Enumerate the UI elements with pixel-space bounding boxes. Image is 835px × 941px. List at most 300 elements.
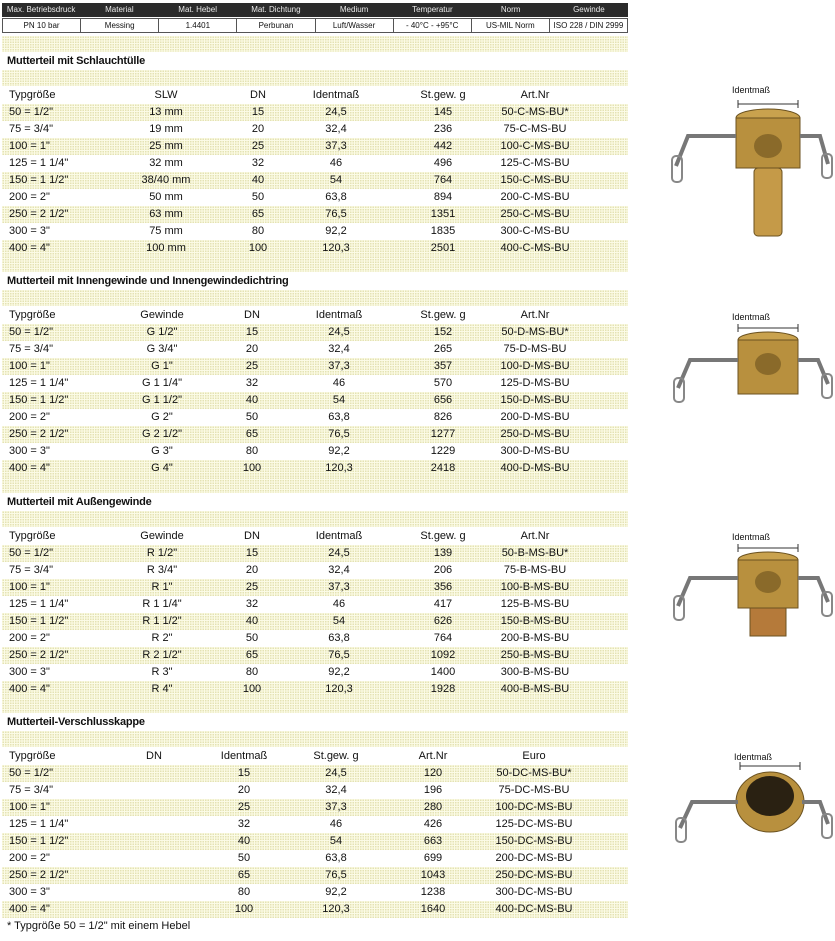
table-cell: 200 = 2" xyxy=(9,191,50,203)
table-cell: 356 xyxy=(433,581,453,593)
table-cell: 100-D-MS-BU xyxy=(500,360,570,372)
table-cell: 1400 xyxy=(430,666,456,678)
table-cell: 894 xyxy=(433,191,453,203)
table-cell: 656 xyxy=(433,394,453,406)
section-title: Mutterteil mit Schlauchtülle xyxy=(7,55,146,67)
table-cell: R 1 1/2" xyxy=(142,615,182,627)
table-row xyxy=(2,460,628,477)
table-cell: 250-DC-MS-BU xyxy=(495,869,573,881)
table-cell: 19 mm xyxy=(149,123,183,135)
table-cell: 400-DC-MS-BU xyxy=(495,903,573,915)
table-cell: 100 = 1" xyxy=(9,140,50,152)
table-cell: 46 xyxy=(332,598,346,610)
table-cell: 13 mm xyxy=(149,106,183,118)
table-row xyxy=(2,189,628,206)
table-cell: 100 = 1" xyxy=(9,581,50,593)
footnote: * Typgröße 50 = 1/2" mit einem Hebel xyxy=(7,920,191,932)
spec-value: - 40°C - +95°C xyxy=(394,19,472,32)
table-cell: 357 xyxy=(433,360,453,372)
table-row xyxy=(2,647,628,664)
table-cell: 50 = 1/2" xyxy=(9,767,53,779)
table-row xyxy=(2,579,628,596)
table-cell: 152 xyxy=(433,326,453,338)
table-cell: 80 xyxy=(251,225,265,237)
table-cell: 699 xyxy=(423,852,443,864)
table-row xyxy=(2,816,628,833)
table-cell: 265 xyxy=(433,343,453,355)
table-cell: R 2 1/2" xyxy=(142,649,182,661)
table-row xyxy=(2,850,628,867)
spec-header-bar xyxy=(2,3,628,17)
column-header: DN xyxy=(146,750,162,762)
table-cell: 37,3 xyxy=(325,801,347,813)
column-header: Identmaß xyxy=(315,309,363,321)
table-cell: 400 = 4" xyxy=(9,462,50,474)
table-cell: 54 xyxy=(329,835,343,847)
section-title: Mutterteil mit Innengewinde und Innengewindedichtring xyxy=(7,275,289,287)
table-cell: 15 xyxy=(237,767,251,779)
table-cell: 150-DC-MS-BU xyxy=(495,835,573,847)
column-header: Art.Nr xyxy=(520,309,550,321)
table-cell: 15 xyxy=(251,106,265,118)
table-cell: 63,8 xyxy=(325,191,347,203)
table-cell: 32 xyxy=(237,818,251,830)
table-cell: 1238 xyxy=(420,886,446,898)
table-cell: 75 = 3/4" xyxy=(9,343,53,355)
table-cell: R 3/4" xyxy=(146,564,178,576)
table-cell: 200-B-MS-BU xyxy=(500,632,570,644)
table-header-row xyxy=(2,748,628,765)
table-row xyxy=(2,630,628,647)
identmass-label: Identmaß xyxy=(732,532,771,542)
table-cell: 100-B-MS-BU xyxy=(500,581,570,593)
table-cell: 20 xyxy=(251,123,265,135)
spec-label: Temperatur xyxy=(412,5,453,14)
table-cell: 24,5 xyxy=(325,767,347,779)
table-cell: R 1 1/4" xyxy=(142,598,182,610)
table-cell: 50 xyxy=(245,411,259,423)
table-cell: 426 xyxy=(423,818,443,830)
table-cell: 75 mm xyxy=(149,225,183,237)
coupling-dust-cap-image xyxy=(668,762,833,852)
table-row xyxy=(2,240,628,257)
table-cell: 1835 xyxy=(430,225,456,237)
section-spacer-band xyxy=(2,511,628,527)
table-row xyxy=(2,409,628,426)
column-header: St.gew. g xyxy=(420,309,466,321)
table-cell: G 1 1/2" xyxy=(142,394,182,406)
section-title-band xyxy=(2,477,628,493)
section-spacer-band xyxy=(2,290,628,306)
table-cell: 400-C-MS-BU xyxy=(500,242,570,254)
table-cell: 25 mm xyxy=(149,140,183,152)
table-row xyxy=(2,664,628,681)
spec-value: ISO 228 / DIN 2999 xyxy=(553,21,624,30)
table-cell: 76,5 xyxy=(325,869,347,881)
table-cell: 300-B-MS-BU xyxy=(500,666,570,678)
table-cell: 1092 xyxy=(430,649,456,661)
table-cell: 63,8 xyxy=(328,632,350,644)
table-cell: 145 xyxy=(433,106,453,118)
table-cell: 50 mm xyxy=(149,191,183,203)
spec-label: Mat. Dichtung xyxy=(251,5,301,14)
table-cell: 300 = 3" xyxy=(9,666,50,678)
table-cell: 38/40 mm xyxy=(141,174,191,186)
table-cell: 125-B-MS-BU xyxy=(500,598,570,610)
table-row xyxy=(2,443,628,460)
table-cell: 75-D-MS-BU xyxy=(503,343,567,355)
table-row xyxy=(2,782,628,799)
table-cell: G 1 1/4" xyxy=(142,377,182,389)
spec-label: Medium xyxy=(339,5,369,14)
table-cell: 100 = 1" xyxy=(9,360,50,372)
table-cell: 25 xyxy=(245,360,259,372)
table-cell: 75-C-MS-BU xyxy=(503,123,567,135)
table-cell: 24,5 xyxy=(328,547,350,559)
table-cell: 15 xyxy=(245,547,259,559)
table-cell: 54 xyxy=(332,394,346,406)
column-header: Gewinde xyxy=(140,309,184,321)
table-cell: 764 xyxy=(433,174,453,186)
table-cell: 24,5 xyxy=(325,106,347,118)
table-header-row xyxy=(2,87,628,104)
table-cell: 50 = 1/2" xyxy=(9,547,53,559)
table-cell: 200 = 2" xyxy=(9,852,50,864)
table-row xyxy=(2,562,628,579)
table-cell: 300-DC-MS-BU xyxy=(495,886,573,898)
table-cell: R 3" xyxy=(151,666,173,678)
spec-value: Luft/Wasser xyxy=(316,19,394,32)
table-cell: 20 xyxy=(245,564,259,576)
table-cell: 32 mm xyxy=(149,157,183,169)
table-cell: 50-B-MS-BU* xyxy=(501,547,569,559)
column-header: Typgröße xyxy=(9,530,56,542)
table-cell: 32 xyxy=(245,377,259,389)
table-cell: 63,8 xyxy=(328,411,350,423)
table-cell: 250-D-MS-BU xyxy=(500,428,570,440)
section-title: Mutterteil-Verschlusskappe xyxy=(7,716,145,728)
table-cell: 40 xyxy=(237,835,251,847)
table-row xyxy=(2,596,628,613)
column-header: DN xyxy=(244,530,260,542)
table-cell: 417 xyxy=(433,598,453,610)
coupling-male-thread-image xyxy=(668,542,833,642)
table-cell: 200-DC-MS-BU xyxy=(495,852,573,864)
table-cell: 300-D-MS-BU xyxy=(500,445,570,457)
table-cell: 75-B-MS-BU xyxy=(503,564,567,576)
column-header: St.gew. g xyxy=(420,89,466,101)
table-cell: 125-D-MS-BU xyxy=(500,377,570,389)
coupling-female-thread-image xyxy=(668,322,833,412)
table-cell: 1928 xyxy=(430,683,456,695)
table-cell: 75-DC-MS-BU xyxy=(498,784,570,796)
table-cell: 50-C-MS-BU* xyxy=(501,106,569,118)
identmass-label: Identmaß xyxy=(734,752,773,762)
table-row xyxy=(2,375,628,392)
column-header: Art.Nr xyxy=(520,89,550,101)
table-cell: 150 = 1 1/2" xyxy=(9,615,69,627)
table-cell: 300 = 3" xyxy=(9,225,50,237)
table-cell: 200 = 2" xyxy=(9,411,50,423)
spec-label: Mat. Hebel xyxy=(178,5,217,14)
table-cell: 125 = 1 1/4" xyxy=(9,157,69,169)
table-cell: 54 xyxy=(329,174,343,186)
table-cell: 76,5 xyxy=(328,649,350,661)
column-header: DN xyxy=(244,309,260,321)
table-cell: 200-D-MS-BU xyxy=(500,411,570,423)
table-cell: 32 xyxy=(251,157,265,169)
table-cell: 250-C-MS-BU xyxy=(500,208,570,220)
table-cell: 40 xyxy=(245,615,259,627)
column-header: Identmaß xyxy=(312,89,360,101)
spec-label: Norm xyxy=(500,5,521,14)
table-cell: R 1" xyxy=(151,581,173,593)
table-cell: 65 xyxy=(237,869,251,881)
table-cell: 32,4 xyxy=(328,343,350,355)
table-cell: 40 xyxy=(251,174,265,186)
spec-value: US-MIL Norm xyxy=(472,19,550,32)
table-cell: 75 = 3/4" xyxy=(9,123,53,135)
table-cell: 100 xyxy=(234,903,254,915)
table-cell: G 2 1/2" xyxy=(142,428,182,440)
section-title-band xyxy=(2,36,628,52)
table-cell: 50-DC-MS-BU* xyxy=(496,767,572,779)
table-cell: G 4" xyxy=(151,462,173,474)
column-header: Gewinde xyxy=(140,530,184,542)
table-cell: 663 xyxy=(423,835,443,847)
table-cell: 250 = 2 1/2" xyxy=(9,428,69,440)
table-cell: 250-B-MS-BU xyxy=(500,649,570,661)
table-cell: R 1/2" xyxy=(146,547,178,559)
table-cell: 120,3 xyxy=(322,242,350,254)
coupling-hose-tail-image xyxy=(668,96,833,246)
table-cell: 300 = 3" xyxy=(9,445,50,457)
table-cell: G 1" xyxy=(151,360,173,372)
table-row xyxy=(2,172,628,189)
table-cell: 125 = 1 1/4" xyxy=(9,818,69,830)
column-header: Typgröße xyxy=(9,309,56,321)
table-cell: 20 xyxy=(245,343,259,355)
section-title: Mutterteil mit Außengewinde xyxy=(7,496,152,508)
table-cell: 125 = 1 1/4" xyxy=(9,598,69,610)
column-header: Identmaß xyxy=(315,530,363,542)
section-title-band xyxy=(2,697,628,713)
table-cell: 63,8 xyxy=(325,852,347,864)
table-cell: 236 xyxy=(433,123,453,135)
table-cell: 50 xyxy=(245,632,259,644)
table-cell: 442 xyxy=(433,140,453,152)
column-header: DN xyxy=(250,89,266,101)
table-cell: 24,5 xyxy=(328,326,350,338)
table-cell: 120 xyxy=(423,767,443,779)
column-header: Identmaß xyxy=(220,750,268,762)
table-row xyxy=(2,155,628,172)
table-cell: 125 = 1 1/4" xyxy=(9,377,69,389)
table-cell: 76,5 xyxy=(328,428,350,440)
table-cell: 1229 xyxy=(430,445,456,457)
column-header: SLW xyxy=(154,89,178,101)
column-header: Art.Nr xyxy=(418,750,448,762)
table-cell: R 2" xyxy=(151,632,173,644)
table-cell: 92,2 xyxy=(328,445,350,457)
table-row xyxy=(2,206,628,223)
table-cell: 46 xyxy=(329,157,343,169)
table-cell: 150-C-MS-BU xyxy=(500,174,570,186)
table-cell: 100 xyxy=(242,462,262,474)
table-cell: 50 = 1/2" xyxy=(9,326,53,338)
spec-label: Max. Betriebsdruck xyxy=(6,5,76,14)
column-header: Typgröße xyxy=(9,750,56,762)
table-cell: 150-B-MS-BU xyxy=(500,615,570,627)
column-header: Typgröße xyxy=(9,89,56,101)
table-cell: 400-B-MS-BU xyxy=(500,683,570,695)
table-cell: 150 = 1 1/2" xyxy=(9,174,69,186)
column-header: St.gew. g xyxy=(420,530,466,542)
table-cell: R 4" xyxy=(151,683,173,695)
table-row xyxy=(2,833,628,850)
table-row xyxy=(2,104,628,121)
table-row xyxy=(2,765,628,782)
table-cell: 50-D-MS-BU* xyxy=(501,326,569,338)
table-cell: 25 xyxy=(251,140,265,152)
table-cell: 2418 xyxy=(430,462,456,474)
table-cell: 46 xyxy=(332,377,346,389)
table-cell: G 1/2" xyxy=(146,326,178,338)
table-cell: 120,3 xyxy=(322,903,350,915)
table-cell: 92,2 xyxy=(328,666,350,678)
table-cell: 250 = 2 1/2" xyxy=(9,649,69,661)
table-cell: 1277 xyxy=(430,428,456,440)
table-cell: 100 xyxy=(242,683,262,695)
table-cell: 46 xyxy=(329,818,343,830)
table-cell: 32,4 xyxy=(325,123,347,135)
table-cell: 120,3 xyxy=(325,462,353,474)
section-spacer-band xyxy=(2,70,628,86)
column-header: Euro xyxy=(522,750,546,762)
table-cell: 80 xyxy=(237,886,251,898)
spec-label: Gewinde xyxy=(573,5,605,14)
table-cell: 1043 xyxy=(420,869,446,881)
table-cell: 125-DC-MS-BU xyxy=(495,818,573,830)
table-cell: G 3/4" xyxy=(146,343,178,355)
table-row xyxy=(2,681,628,698)
table-row xyxy=(2,341,628,358)
table-cell: G 2" xyxy=(151,411,173,423)
table-cell: 80 xyxy=(245,666,259,678)
table-cell: 250 = 2 1/2" xyxy=(9,869,69,881)
table-cell: 2501 xyxy=(430,242,456,254)
table-row xyxy=(2,901,628,918)
table-cell: 37,3 xyxy=(328,581,350,593)
column-header: St.gew. g xyxy=(313,750,359,762)
table-cell: 826 xyxy=(433,411,453,423)
table-row xyxy=(2,324,628,341)
table-cell: 32,4 xyxy=(325,784,347,796)
table-row xyxy=(2,223,628,240)
table-cell: 200-C-MS-BU xyxy=(500,191,570,203)
table-cell: 1640 xyxy=(420,903,446,915)
table-cell: 32,4 xyxy=(328,564,350,576)
table-cell: 496 xyxy=(433,157,453,169)
table-cell: 50 = 1/2" xyxy=(9,106,53,118)
table-cell: 80 xyxy=(245,445,259,457)
table-cell: 100-C-MS-BU xyxy=(500,140,570,152)
table-cell: 300 = 3" xyxy=(9,886,50,898)
table-row xyxy=(2,613,628,630)
table-cell: 54 xyxy=(332,615,346,627)
table-cell: 125-C-MS-BU xyxy=(500,157,570,169)
table-cell: 570 xyxy=(433,377,453,389)
table-row xyxy=(2,121,628,138)
table-cell: 20 xyxy=(237,784,251,796)
table-row xyxy=(2,138,628,155)
table-cell: 92,2 xyxy=(325,886,347,898)
identmass-label: Identmaß xyxy=(732,85,771,95)
section-title-band xyxy=(2,256,628,272)
table-cell: 37,3 xyxy=(328,360,350,372)
table-cell: 25 xyxy=(237,801,251,813)
table-cell: 764 xyxy=(433,632,453,644)
table-cell: 76,5 xyxy=(325,208,347,220)
table-cell: 15 xyxy=(245,326,259,338)
table-cell: 206 xyxy=(433,564,453,576)
column-header: Art.Nr xyxy=(520,530,550,542)
table-cell: 100 xyxy=(248,242,268,254)
table-cell: 92,2 xyxy=(325,225,347,237)
spec-value: Messing xyxy=(81,19,159,32)
identmass-label: Identmaß xyxy=(732,312,771,322)
table-cell: 63 mm xyxy=(149,208,183,220)
table-cell: 1351 xyxy=(430,208,456,220)
table-cell: 150-D-MS-BU xyxy=(500,394,570,406)
table-cell: 32 xyxy=(245,598,259,610)
table-cell: 120,3 xyxy=(325,683,353,695)
table-cell: 250 = 2 1/2" xyxy=(9,208,69,220)
table-cell: 150 = 1 1/2" xyxy=(9,394,69,406)
table-row xyxy=(2,392,628,409)
spec-value: PN 10 bar xyxy=(3,19,81,32)
table-cell: 75 = 3/4" xyxy=(9,784,53,796)
table-row xyxy=(2,884,628,901)
table-cell: 40 xyxy=(245,394,259,406)
table-row xyxy=(2,426,628,443)
table-cell: 65 xyxy=(245,649,259,661)
table-cell: 280 xyxy=(423,801,443,813)
table-cell: 75 = 3/4" xyxy=(9,564,53,576)
table-cell: 25 xyxy=(245,581,259,593)
table-row xyxy=(2,799,628,816)
table-cell: 139 xyxy=(433,547,453,559)
table-cell: 626 xyxy=(433,615,453,627)
section-spacer-band xyxy=(2,731,628,747)
table-header-row xyxy=(2,307,628,324)
spec-label: Material xyxy=(105,5,134,14)
table-cell: 400 = 4" xyxy=(9,242,50,254)
table-cell: 150 = 1 1/2" xyxy=(9,835,69,847)
table-cell: 400 = 4" xyxy=(9,903,50,915)
table-cell: 400-D-MS-BU xyxy=(500,462,570,474)
table-row xyxy=(2,867,628,884)
spec-values-row xyxy=(2,18,628,33)
table-cell: 50 xyxy=(237,852,251,864)
table-cell: 400 = 4" xyxy=(9,683,50,695)
table-cell: 65 xyxy=(245,428,259,440)
table-cell: 196 xyxy=(423,784,443,796)
table-cell: 37,3 xyxy=(325,140,347,152)
table-cell: 65 xyxy=(251,208,265,220)
table-cell: 100 mm xyxy=(146,242,186,254)
table-header-row xyxy=(2,528,628,545)
